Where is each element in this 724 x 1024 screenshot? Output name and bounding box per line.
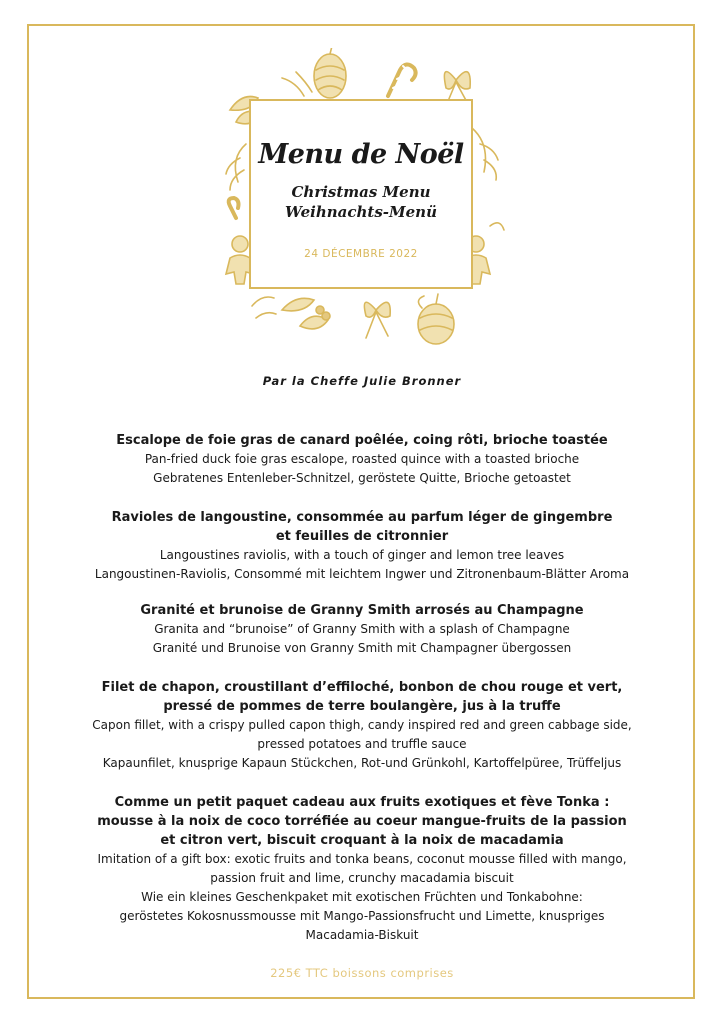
course-description-line: Macadamia-Biskuit (305, 928, 419, 942)
course-3 (40, 601, 684, 658)
course-title-line: mousse à la noix de coco torréfiée au coeur mangue-fruits de la passion (97, 814, 627, 829)
course-title-line: et citron vert, biscuit croquant à la noix de macadamia (160, 833, 564, 848)
menu-subtitle-en: Christmas Menu (291, 183, 431, 201)
course-description-line: geröstetes Kokosnussmousse mit Mango-Passionsfrucht und Limette, knuspriges (119, 909, 605, 923)
course-description-line: Langoustinen-Raviolis, Consommé mit leichtem Ingwer und Zitronenbaum-Blätter Aroma (94, 567, 630, 581)
course-1 (40, 431, 684, 488)
course-description-line: Granité und Brunoise von Granny Smith mit Champagner übergossen (152, 641, 572, 655)
title-box (249, 99, 473, 289)
course-title-line: pressé de pommes de terre boulangère, jus à la truffe (163, 699, 561, 714)
course-description-line: Gebratenes Entenleber-Schnitzel, geröstete Quitte, Brioche getoastet (153, 471, 571, 485)
course-2 (40, 508, 684, 584)
course-description-line: Pan-fried duck foie gras escalope, roasted quince with a toasted brioche (144, 452, 580, 466)
course-description-line: pressed potatoes and truffle sauce (257, 737, 467, 751)
price-note: 225€ TTC boissons comprises (270, 966, 454, 980)
course-title-line: Comme un petit paquet cadeau aux fruits exotiques et fève Tonka : (114, 795, 610, 810)
course-description-line: Wie ein kleines Geschenkpaket mit exotischen Früchten und Tonkabohne: (141, 890, 583, 904)
menu-subtitle-de: Weihnachts-Menü (285, 203, 437, 221)
menu-title: Menu de Noël (258, 139, 464, 170)
course-title-line: Escalope de foie gras de canard poêlée, coing rôti, brioche toastée (116, 433, 608, 448)
course-description-line: Capon fillet, with a crispy pulled capon thigh, candy inspired red and green cabbage side, (92, 718, 632, 732)
course-description-line: passion fruit and lime, crunchy macadamia biscuit (210, 871, 514, 885)
course-description-line: Kapaunfilet, knusprige Kapaun Stückchen, Rot-und Grünkohl, Kartoffelpüree, Trüffeljus (102, 756, 622, 770)
chef-credit: Par la Cheffe Julie Bronner (262, 374, 462, 388)
menu-date: 24 DÉCEMBRE 2022 (304, 248, 418, 260)
course-description-line: Langoustines raviolis, with a touch of ginger and lemon tree leaves (159, 548, 565, 562)
pine-cone-icon (314, 48, 346, 98)
course-title-line: Filet de chapon, croustillant d’effiloché, bonbon de chou rouge et vert, (101, 680, 623, 695)
course-title-line: et feuilles de citronnier (275, 529, 449, 544)
course-5 (40, 793, 684, 945)
candy-cane-icon (388, 64, 416, 96)
ornament-icon (418, 294, 454, 344)
course-description-line: Imitation of a gift box: exotic fruits and tonka beans, coconut mousse filled with mango, (97, 852, 627, 866)
course-description-line: Granita and “brunoise” of Granny Smith with a splash of Champagne (154, 622, 570, 636)
course-title-line: Ravioles de langoustine, consommée au parfum léger de gingembre (111, 510, 613, 525)
course-title-line: Granité et brunoise de Granny Smith arrosés au Champagne (140, 603, 584, 618)
course-4 (40, 678, 684, 773)
